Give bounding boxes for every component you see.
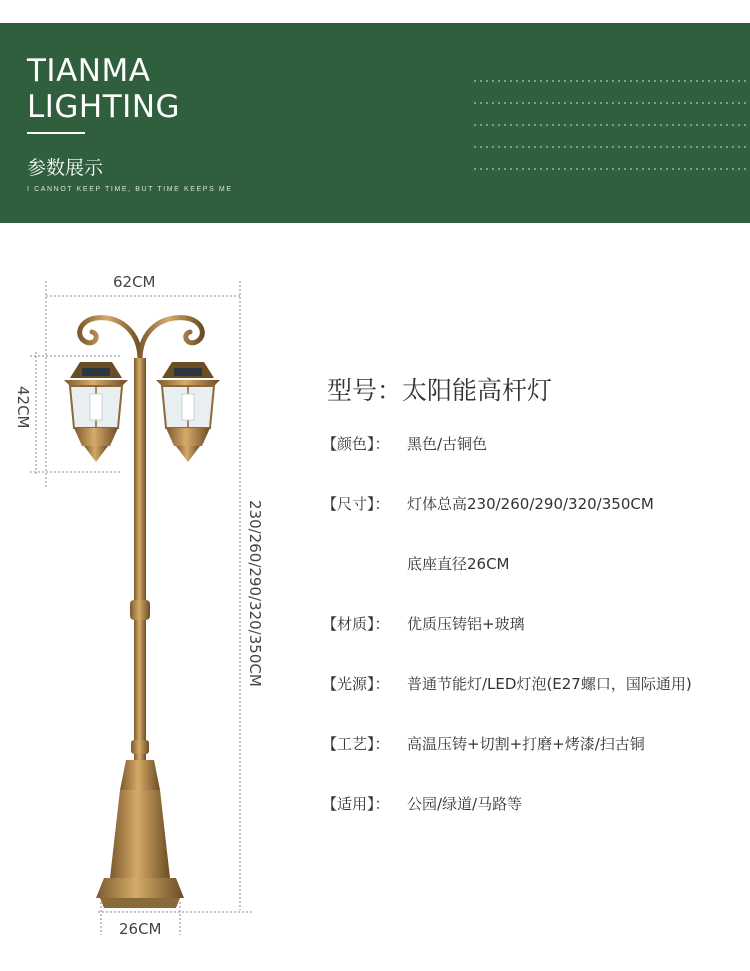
lamp-illustration bbox=[0, 230, 270, 950]
spec-key: 【颜色】： bbox=[322, 435, 390, 453]
model-title: 型号：太阳能高杆灯 bbox=[327, 376, 553, 405]
spec-color bbox=[322, 433, 487, 454]
header-banner bbox=[0, 23, 750, 223]
dot-pattern bbox=[472, 68, 750, 178]
tagline: I CANNOT KEEP TIME, BUT TIME KEEPS ME bbox=[27, 186, 233, 193]
section-title: 参数展示 bbox=[27, 157, 104, 179]
spec-value: 高温压铸+切割+打磨+烤漆/扫古铜 bbox=[407, 735, 645, 753]
width-dimension: 62CM bbox=[113, 273, 156, 291]
spec-value: 普通节能灯/LED灯泡(E27螺口，国际通用) bbox=[407, 675, 692, 693]
spec-usage bbox=[322, 793, 522, 814]
spec-size bbox=[322, 493, 654, 514]
base-dimension: 26CM bbox=[119, 920, 162, 938]
brand-logo bbox=[27, 53, 180, 125]
spec-size-extra: 底座直径26CM bbox=[407, 555, 510, 573]
spec-key: 【适用】： bbox=[322, 795, 390, 813]
spec-value: 公园/绿道/马路等 bbox=[407, 795, 523, 813]
spec-key: 【工艺】： bbox=[322, 735, 390, 753]
lamp-height-dimension: 42CM bbox=[14, 386, 32, 429]
spec-value: 灯体总高230/260/290/320/350CM bbox=[407, 495, 654, 513]
spec-key: 【尺寸】： bbox=[322, 495, 390, 513]
spec-key: 【光源】： bbox=[322, 675, 390, 693]
brand-underline bbox=[27, 132, 85, 134]
brand-line-2: LIGHTING bbox=[27, 89, 181, 125]
spec-key: 【材质】： bbox=[322, 615, 390, 633]
brand-line-1: TIANMA bbox=[27, 53, 151, 89]
spec-light-source bbox=[322, 673, 692, 694]
right-lantern bbox=[156, 362, 220, 462]
left-lantern bbox=[64, 362, 128, 462]
spec-material bbox=[322, 613, 525, 634]
lamp-arms bbox=[80, 318, 203, 360]
spec-value: 黑色/古铜色 bbox=[407, 435, 488, 453]
total-height-dimension: 230/260/290/320/350CM bbox=[246, 500, 264, 687]
spec-craft bbox=[322, 733, 645, 754]
spec-value: 优质压铸铝+玻璃 bbox=[407, 615, 525, 633]
